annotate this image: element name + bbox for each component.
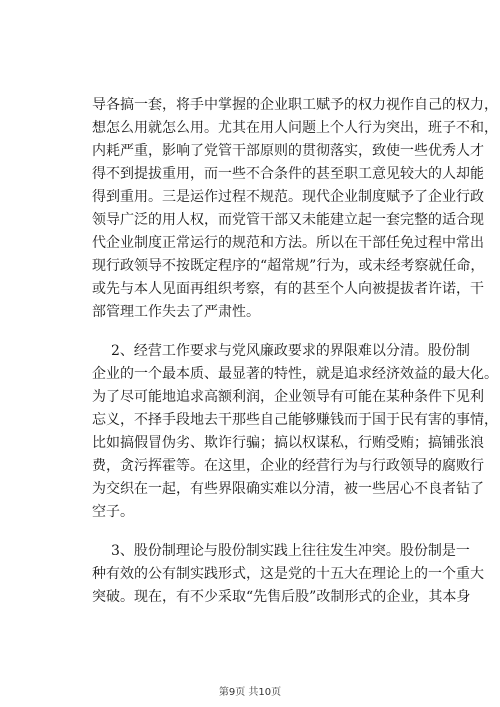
paragraph-spacing [92, 524, 462, 540]
text-line: 忘义，不择手段地去干那些自己能够赚钱而于国于民有害的事情， [92, 412, 498, 428]
paragraph-spacing [92, 324, 462, 340]
text-line: 比如搞假冒伪劣、欺诈行骗；搞以权谋私，行贿受贿；搞铺张浪 [92, 435, 484, 451]
paragraph-1 [92, 94, 498, 324]
text-line: 2、经营工作要求与党风廉政要求的界限难以分清。股份制 [111, 343, 470, 359]
text-line: 种有效的公有制实践形式，这是党的十五大在理论上的一个重大 [92, 566, 484, 582]
text-line: 空子。 [92, 504, 134, 520]
text-line: 为了尽可能地追求高额利润，企业领导有可能在某种条件下见利 [92, 389, 484, 405]
text-line: 导各搞一套，将手中掌握的企业职工赋予的权力视作自己的权力， [92, 97, 498, 113]
page-footer: 第9页 共10页 [218, 687, 282, 698]
text-line: 部管理工作失去了严肃性。 [92, 304, 260, 320]
text-line: 企业的一个最本质、最显著的特性，就是追求经济效益的最大化。 [92, 366, 498, 382]
text-line: 得不到提拔重用，而一些不合条件的甚至职工意见较大的人却能 [92, 166, 484, 182]
text-line: 为交织在一起，有些界限确实难以分清，被一些居心不良者钻了 [92, 481, 484, 497]
text-line: 领导广泛的用人权，而党管干部又未能建立起一套完整的适合现 [92, 212, 484, 228]
text-line: 3、股份制理论与股份制实践上往往发生冲突。股份制是一 [111, 543, 470, 559]
paragraph-3 [92, 540, 484, 609]
text-line: 突破。现在，有不少采取“先售后股”改制形式的企业，其本身 [92, 589, 471, 605]
text-line: 或先与本人见面再组织考察，有的甚至个人向被提拔者许诺，干 [92, 281, 484, 297]
text-line: 内耗严重，影响了党管干部原则的贯彻落实，致使一些优秀人才 [92, 143, 484, 159]
text-line: 现行政领导不按既定程序的“超常规”行为，或未经考察就任命， [92, 258, 485, 274]
text-line: 得到重用。三是运作过程不规范。现代企业制度赋予了企业行政 [92, 189, 484, 205]
text-line: 代企业制度正常运行的规范和方法。所以在干部任免过程中常出 [92, 235, 484, 251]
text-line: 想怎么用就怎么用。尤其在用人问题上个人行为突出，班子不和， [92, 120, 498, 136]
paragraph-2 [92, 340, 498, 524]
document-body [92, 94, 498, 609]
text-line: 费，贪污挥霍等。在这里，企业的经营行为与行政领导的腐败行 [92, 458, 484, 474]
